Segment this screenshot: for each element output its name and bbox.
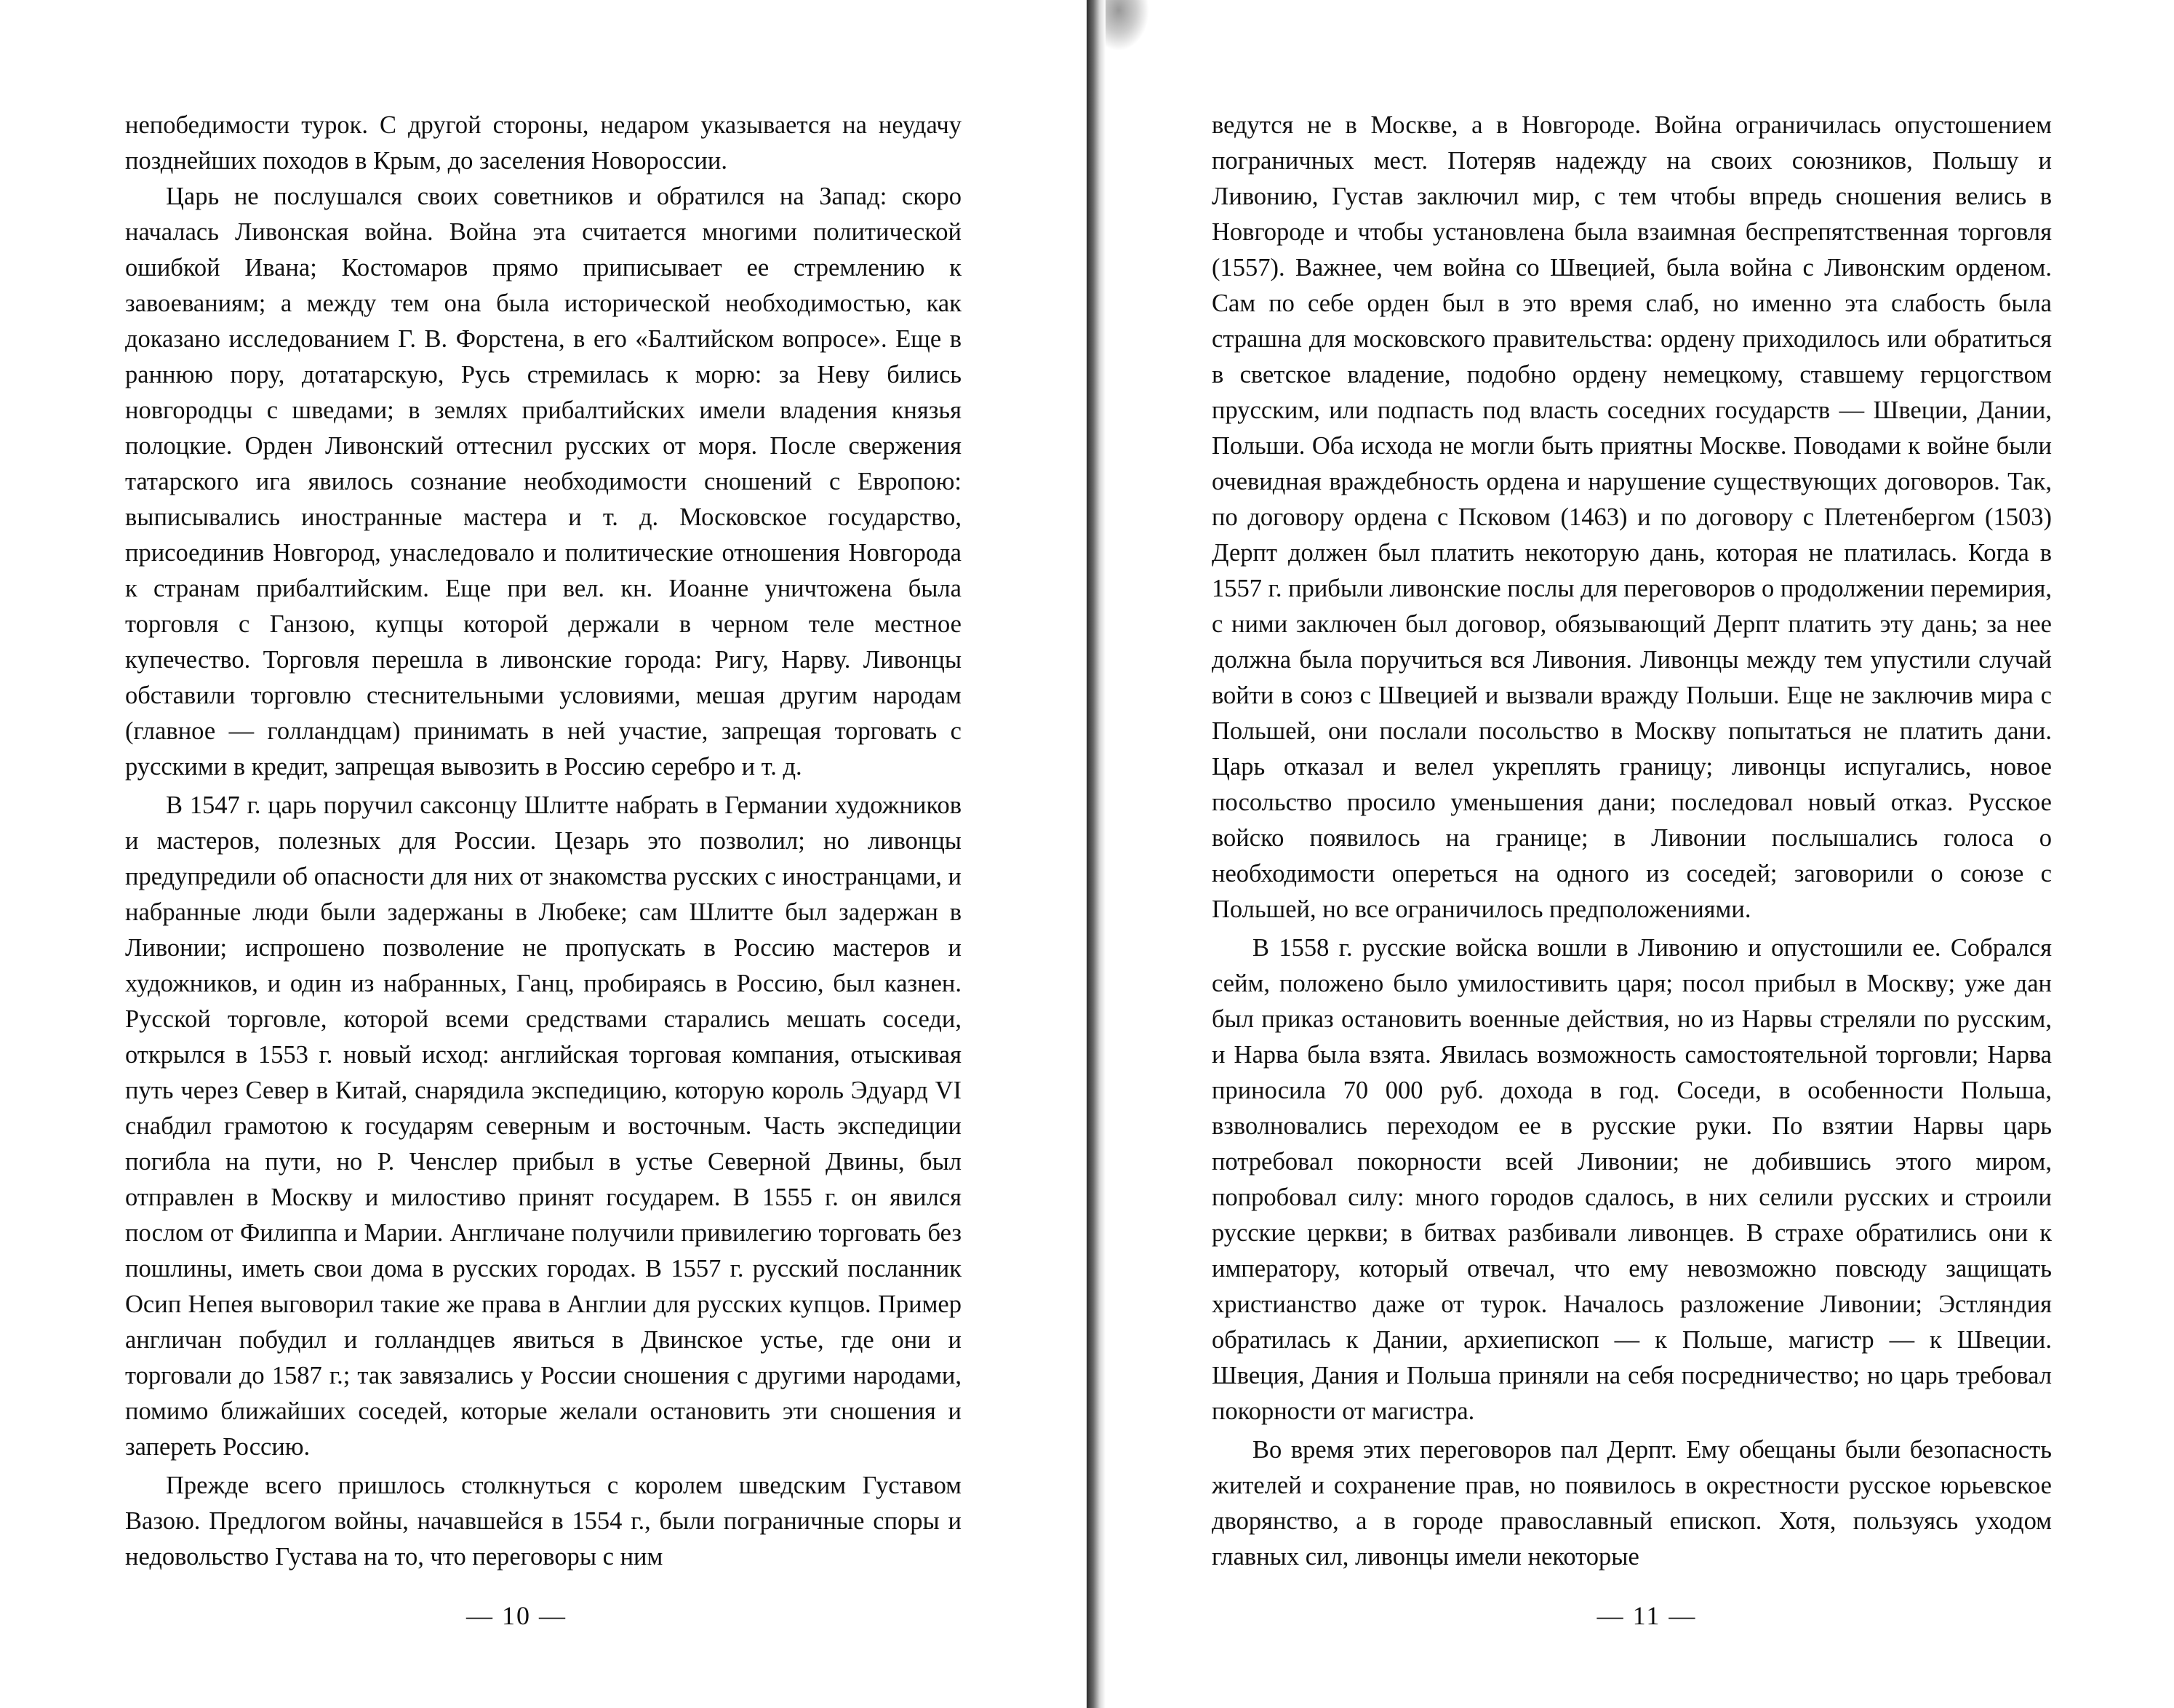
scan-edge-mark xyxy=(1106,0,1149,51)
paragraph: непобедимости турок. С другой стороны, недаром указывается на неудачу позднейших походов в Крым, до заселения Новороссии. xyxy=(125,111,962,175)
right-page-text xyxy=(1212,108,2052,1575)
book-spine-gutter xyxy=(1087,0,1106,1708)
paragraph: В 1558 г. русские войска вошли в Ливонию и опустошили ее. Собрался сейм, положено было умилостивить царя; посол прибыл в Москву; уже дан был приказ остановить военные действия, но из Нарвы стреляли по русским, и Нарва была взята. Явилась возможность самостоятельной торговли; Нарва приносила 70 000 руб. дохода в год. Соседи, в особенности Польша, взволновались переходом ее в русские руки. По взятии Нарвы царь потребовал покорности всей Ливонии; не добившись этого миром, попробовал силу: много городов сдалось, в них селили русских и строили русские церкви; в битвах разбивали ливонцев. В страхе обратились они к императору, который отвечал, что ему невозможно повсюду защищать христианство даже от турок. Началось разложение Ливонии; Эстляндия обратилась к Дании, архиепископ — к Польше, магистр — к Швеции. Швеция, Дания и Польша приняли на себя посредничество; но царь требовал покорности от магистра. xyxy=(1212,934,2052,1425)
paragraph: ведутся не в Москве, а в Новгороде. Война ограничилась опустошением пограничных мест. Потеряв надежду на своих союзников, Польшу и Ливонию, Густав заключил мир, с тем чтобы впредь сношения велись в Новгороде и чтобы установлена была взаимная беспрепятственная торговля (1557). Важнее, чем война со Швецией, была война с Ливонским орденом. Сам по себе орден был в это время слаб, но именно эта слабость была страшна для московского правительства: ордену приходилось или обратиться в светское владение, подобно ордену немецкому, ставшему герцогством прусским, или подпасть под власть соседних государств — Швеции, Дании, Польши. Оба исхода не могли быть приятны Москве. Поводами к войне были очевидная враждебность ордена и нарушение существующих договоров. Так, по договору ордена с Псковом (1463) и по договору с Плетенбергом (1503) Дерпт должен был платить некоторую дань, которая не платилась. Когда в 1557 г. прибыли ливонские послы для переговоров о продолжении перемирия, с ними заключен был договор, обязывающий Дерпт платить эту дань; за нее должна была поручиться вся Ливония. Ливонцы между тем упустили случай войти в союз с Швецией и вызвали вражду Польши. Еще не заключив мира с Польшей, они послали посольство в Москву попытаться не платить дани. Царь отказал и велел укреплять границу; ливонцы испугались, новое посольство просило уменьшения дани; последовал новый отказ. Русское войско появилось на границе; в Ливонии послышались голоса о необходимости опереться на одного из соседей; заговорили о союзе с Польшей, но все ограничилось предположениями. xyxy=(1212,111,2052,923)
paragraph: Царь не послушался своих советников и обратился на Запад: скоро началась Ливонская война. Война эта считается многими политической ошибкой Ивана; Костомаров прямо приписывает ее стремлению к завоеваниям; а между тем она была исторической необходимостью, как доказано исследованием Г. В. Форстена, в его «Балтийском вопросе». Еще в раннюю пору, дотатарскую, Русь стремилась к морю: за Неву бились новгородцы с шведами; в землях прибалтийских имели владения князья полоцкие. Орден Ливонский оттеснил русских от моря. После свержения татарского ига явилось сознание необходимости сношений с Европою: выписывались иностранные мастера и т. д. Московское государство, присоединив Новгород, унаследовало и политические отношения Новгорода к странам прибалтийским. Еще при вел. кн. Иоанне уничтожена была торговля с Ганзою, купцы которой держали в черном теле местное купечество. Торговля перешла в ливонские города: Ригу, Нарву. Ливонцы обставили торговлю стеснительными условиями, мешая другим народам (главное — голландцам) принимать в ней участие, запрещая торговать с русскими в кредит, запрещая вывозить в Россию серебро и т. д. xyxy=(125,183,962,781)
paragraph: Во время этих переговоров пал Дерпт. Ему обещаны были безопасность жителей и сохранение прав, но появилось в окрестности русское юрьевское дворянство, а в городе православный епископ. Хотя, пользуясь уходом главных сил, ливонцы имели некоторые xyxy=(1212,1436,2052,1571)
page-number: — 11 — xyxy=(1596,1601,1697,1630)
left-page-text xyxy=(125,108,962,1575)
paragraph: В 1547 г. царь поручил саксонцу Шлитте набрать в Германии художников и мастеров, полезных для России. Цезарь это позволил; но ливонцы предупредили об опасности для них от знакомства русских с иностранцами, и набранные люди были задержаны в Любеке; сам Шлитте был задержан в Ливонии; испрошено позволение не пропускать в Россию мастеров и художников, и один из набранных, Ганц, пробираясь в Россию, был казнен. Русской торговле, которой всеми средствами старались мешать соседи, открылся в 1553 г. новый исход: английская торговая компания, отыскивая путь через Север в Китай, снарядила экспедицию, которую король Эдуард VI снабдил грамотою к государям северным и восточным. Часть экспедиции погибла на пути, но Р. Ченслер прибыл в устье Северной Двины, был отправлен в Москву и милостиво принят государем. В 1555 г. он явился послом от Филиппа и Марии. Англичане получили привилегию торговать без пошлины, иметь свои дома в русских городах. В 1557 г. русский посланник Осип Непея выговорил такие же права в Англии для русских купцов. Пример англичан побудил и голландцев явиться в Двинское устье, где они и торговали до 1587 г.; так завязались у России сношения с другими народами, помимо ближайших соседей, которые желали остановить эти сношения и запереть Россию. xyxy=(125,791,962,1461)
page-number: — 10 — xyxy=(466,1601,567,1630)
right-page xyxy=(1087,0,2174,1708)
paragraph: Прежде всего пришлось столкнуться с королем шведским Густавом Вазою. Предлогом войны, начавшейся в 1554 г., были пограничные споры и недовольство Густава на то, что переговоры с ним xyxy=(125,1472,962,1571)
